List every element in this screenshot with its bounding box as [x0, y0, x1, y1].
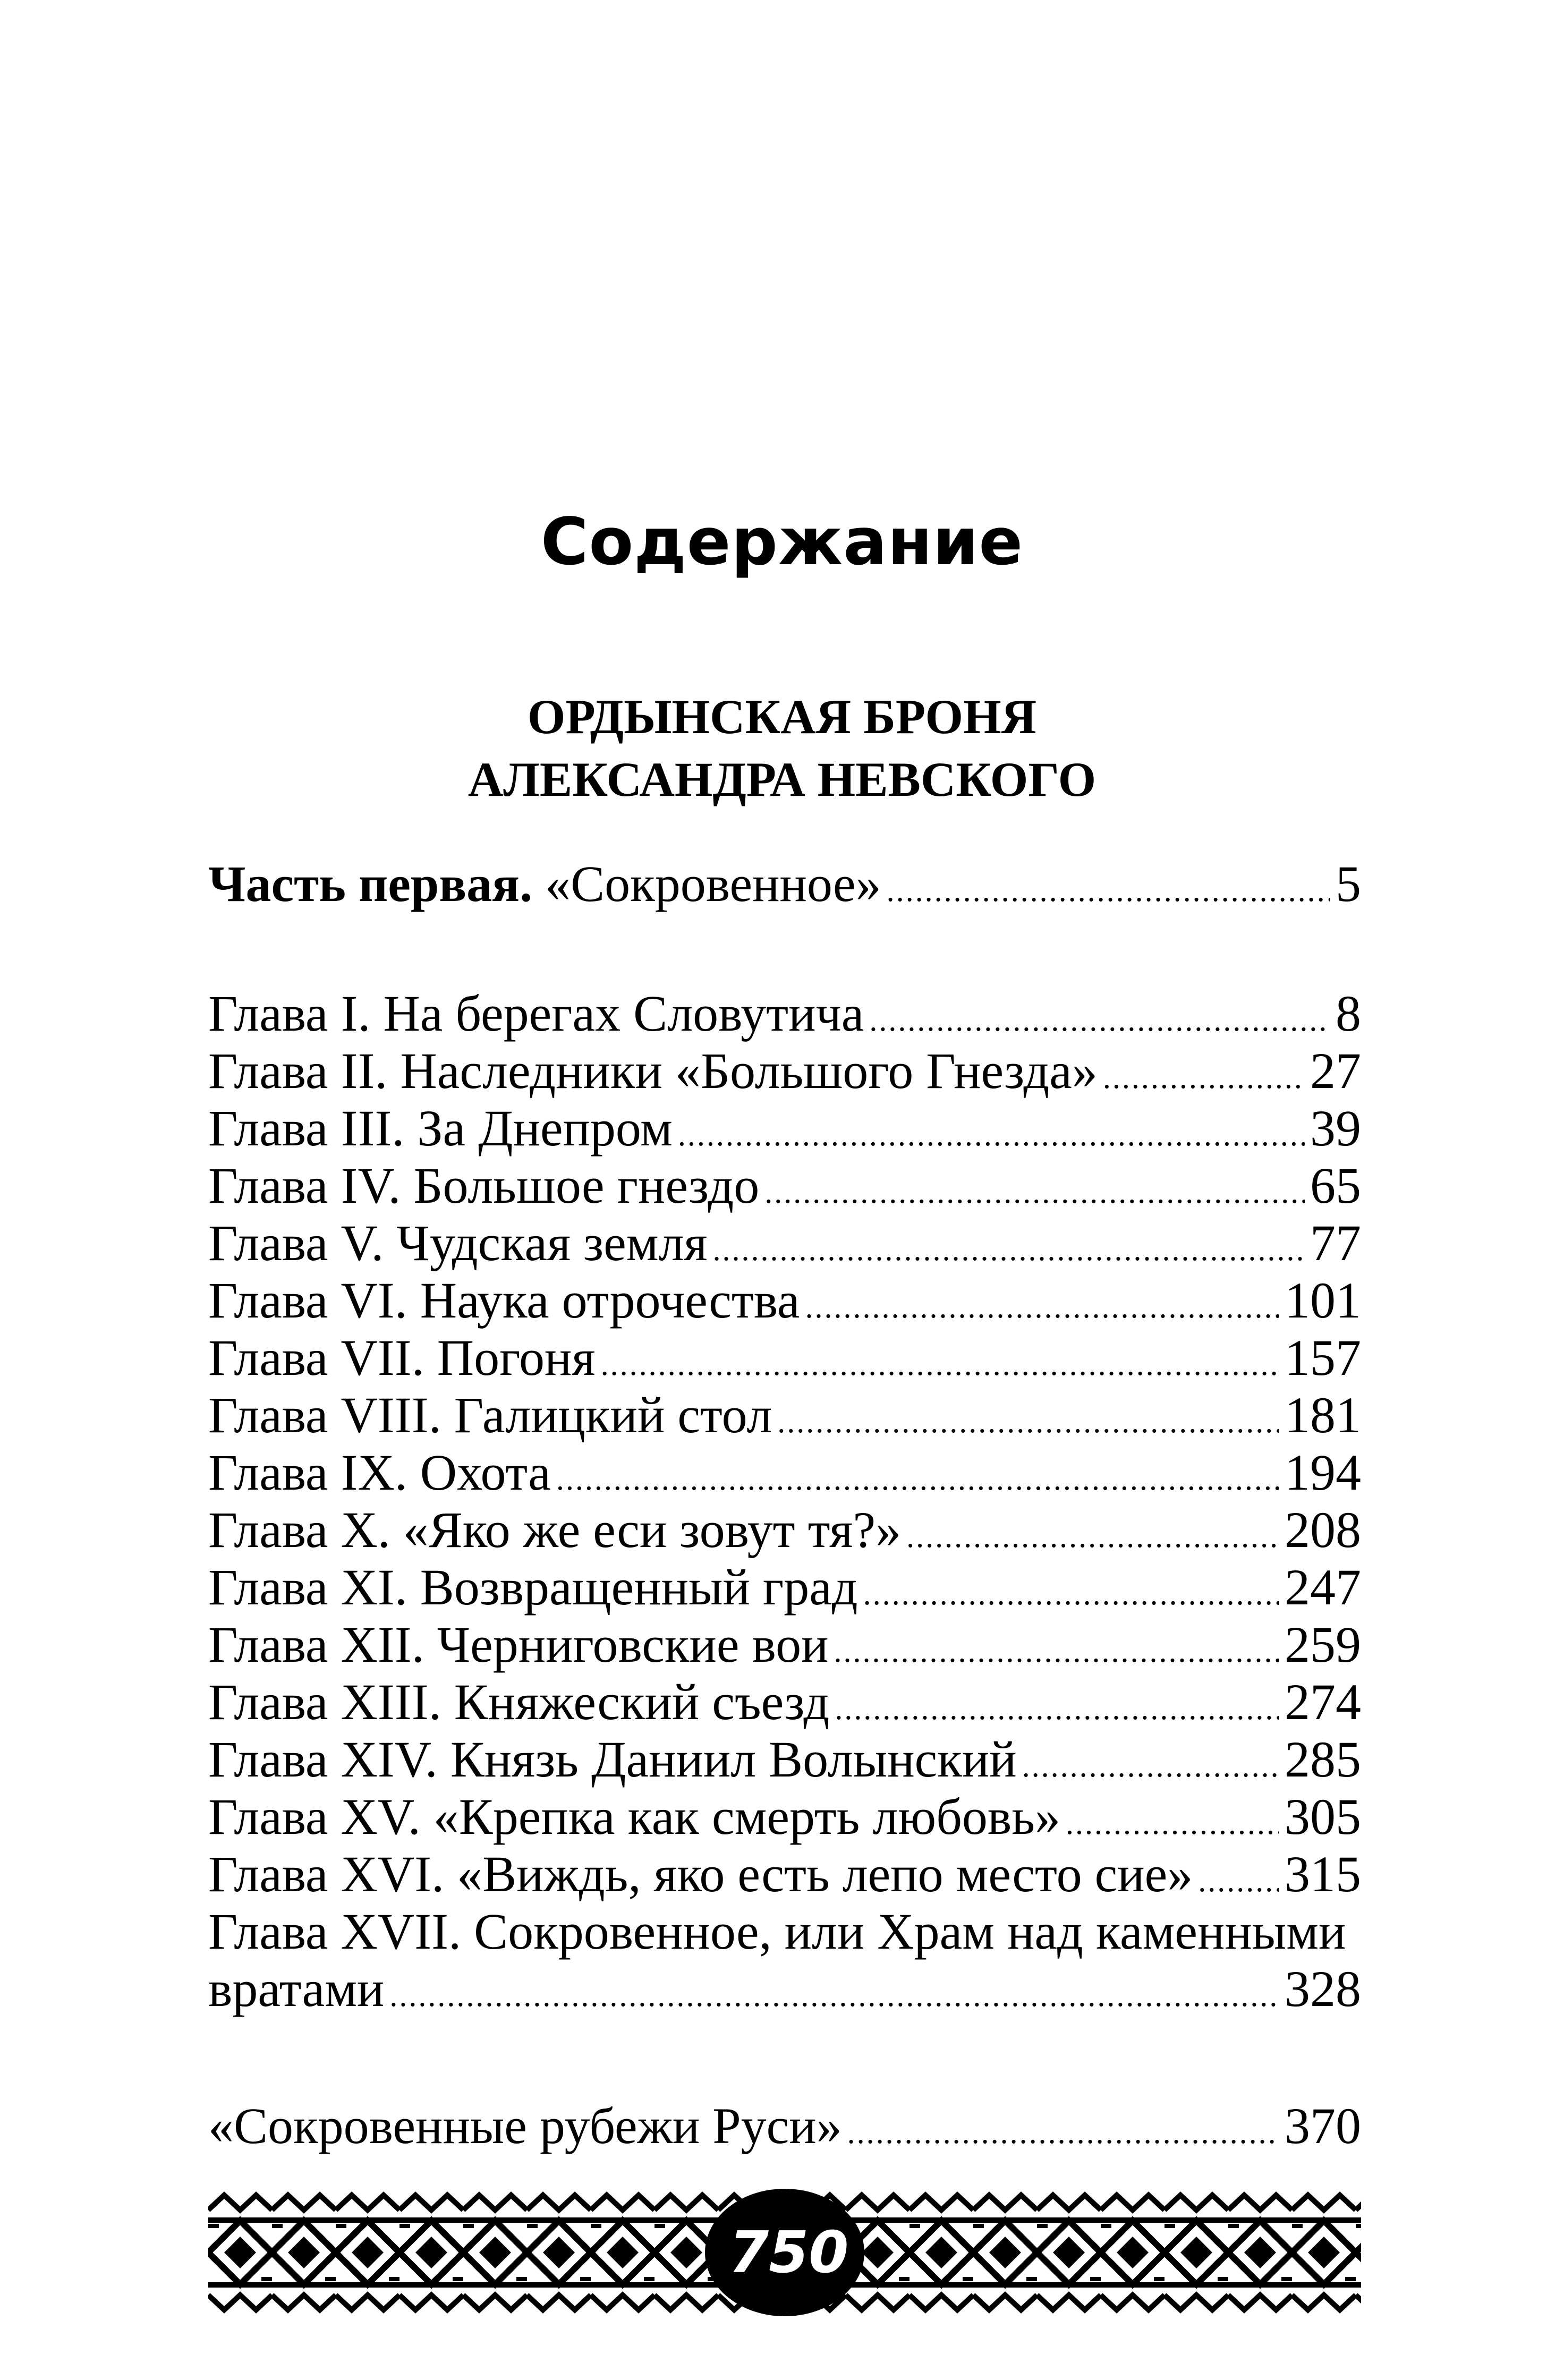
toc-entry-page: 259	[1285, 1616, 1361, 1673]
toc-chapter-entry	[208, 1846, 1361, 1903]
toc-entry-title: Глава XIII. Княжеский съезд	[208, 1673, 830, 1730]
toc-entry-title: Глава VI. Наука отрочества	[208, 1272, 800, 1329]
dot-leader	[678, 1100, 1305, 1163]
toc-entry-page: 315	[1285, 1846, 1361, 1902]
dot-leader	[1198, 1846, 1279, 1909]
toc-entry-title: Глава IX. Охота	[208, 1444, 551, 1501]
toc-chapter-entry	[208, 1559, 1361, 1616]
toc-chapter-entry	[208, 1616, 1361, 1673]
dot-leader	[835, 1673, 1279, 1737]
toc-chapter-entry	[208, 1387, 1361, 1444]
toc-entry-page: 8	[1336, 985, 1361, 1042]
toc-entry-title: Глава XV. «Крепка как смерть любовь»	[208, 1788, 1061, 1845]
toc-chapter-entry	[208, 1100, 1361, 1157]
toc-entry-page: 65	[1310, 1157, 1361, 1214]
toc-part-entry	[208, 855, 1361, 913]
book-title-line-1: ОРДЫНСКАЯ БРОНЯ	[527, 690, 1037, 744]
toc-part-label: Часть первая.	[208, 855, 533, 912]
toc-entry-title: Глава VII. Погоня	[208, 1329, 596, 1386]
toc-chapter-entry	[208, 1501, 1361, 1559]
toc-entry-title: Глава II. Наследники «Большого Гнезда»	[208, 1042, 1098, 1099]
toc-entry-page: 274	[1285, 1673, 1361, 1730]
toc-chapter-17-line-2	[208, 1960, 1361, 2018]
dot-leader	[869, 985, 1330, 1049]
toc-entry-page: 305	[1285, 1788, 1361, 1845]
toc-chapter-entry	[208, 1444, 1361, 1501]
table-of-contents	[208, 855, 1361, 2155]
toc-entry-title: Глава IV. Большое гнездо	[208, 1157, 760, 1214]
dot-leader	[713, 1214, 1305, 1278]
toc-entry-title: Глава XIV. Князь Даниил Волынский	[208, 1731, 1017, 1788]
toc-entry-page: 370	[1285, 2097, 1361, 2154]
toc-chapter-entry	[208, 1329, 1361, 1387]
toc-entry-title: Глава XII. Черниговские вои	[208, 1616, 829, 1673]
toc-chapter-entry	[208, 1042, 1361, 1100]
book-title	[0, 685, 1564, 811]
dot-leader	[847, 2097, 1279, 2161]
dot-leader	[887, 855, 1330, 919]
dot-leader	[805, 1272, 1279, 1336]
dot-leader	[1022, 1731, 1279, 1795]
spacer	[208, 2018, 1361, 2097]
toc-entry-title: Глава VIII. Галицкий стол	[208, 1387, 772, 1443]
toc-chapter-17-line-1: Глава XVII. Сокровенное, или Храм над каменными	[208, 1903, 1346, 1960]
toc-chapter-entry	[208, 1272, 1361, 1329]
toc-part-name: «Сокровенное»	[545, 855, 881, 912]
page-number: 750	[729, 2220, 849, 2286]
toc-entry-page: 194	[1285, 1444, 1361, 1501]
toc-chapter-entry	[208, 1673, 1361, 1731]
toc-entry-page: 39	[1310, 1100, 1361, 1157]
toc-entry-title: Глава XI. Возвращенный град	[208, 1559, 858, 1616]
toc-entry-title: «Сокровенные рубежи Руси»	[208, 2097, 842, 2154]
toc-chapter-entry	[208, 1788, 1361, 1846]
dot-leader	[777, 1387, 1279, 1450]
toc-entry-title: Глава III. За Днепром	[208, 1100, 673, 1157]
toc-entry-page: 101	[1285, 1272, 1361, 1329]
dot-leader	[906, 1501, 1279, 1565]
toc-entry-page: 208	[1285, 1501, 1361, 1558]
toc-entry-title: Глава X. «Яко же еси зовут тя?»	[208, 1501, 902, 1558]
chapter-list	[208, 985, 1361, 1903]
book-title-line-2: АЛЕКСАНДРА НЕВСКОГО	[468, 752, 1096, 806]
toc-entry-title: вратами	[208, 1960, 385, 2017]
toc-entry-title: Глава V. Чудская земля	[208, 1214, 708, 1271]
dot-leader	[1103, 1042, 1305, 1106]
dot-leader	[834, 1616, 1279, 1680]
dot-leader	[601, 1329, 1279, 1393]
dot-leader	[556, 1444, 1279, 1508]
toc-chapter-entry	[208, 985, 1361, 1042]
toc-entry-title: Глава I. На берегах Словутича	[208, 985, 864, 1042]
toc-chapter-entry	[208, 1214, 1361, 1272]
toc-entry-page: 77	[1310, 1214, 1361, 1271]
toc-entry-page: 157	[1285, 1329, 1361, 1386]
toc-entry-page: 247	[1285, 1559, 1361, 1616]
toc-entry-page: 285	[1285, 1731, 1361, 1788]
toc-part-title	[208, 855, 881, 913]
dot-leader	[764, 1157, 1305, 1221]
toc-part-page: 5	[1336, 855, 1361, 912]
toc-entry-page: 181	[1285, 1387, 1361, 1443]
toc-appendix-entry	[208, 2097, 1361, 2155]
page-heading: Содержание	[540, 504, 1024, 580]
toc-entry-page: 328	[1285, 1960, 1361, 2017]
toc-chapter-entry	[208, 1157, 1361, 1214]
dot-leader	[1066, 1788, 1279, 1852]
toc-entry-title: Глава XVI. «Виждь, яко есть лепо место сие»	[208, 1846, 1193, 1902]
toc-entry-page: 27	[1310, 1042, 1361, 1099]
dot-leader	[389, 1960, 1279, 2024]
toc-chapter-entry	[208, 1731, 1361, 1788]
spacer	[208, 913, 1361, 985]
dot-leader	[863, 1559, 1279, 1622]
